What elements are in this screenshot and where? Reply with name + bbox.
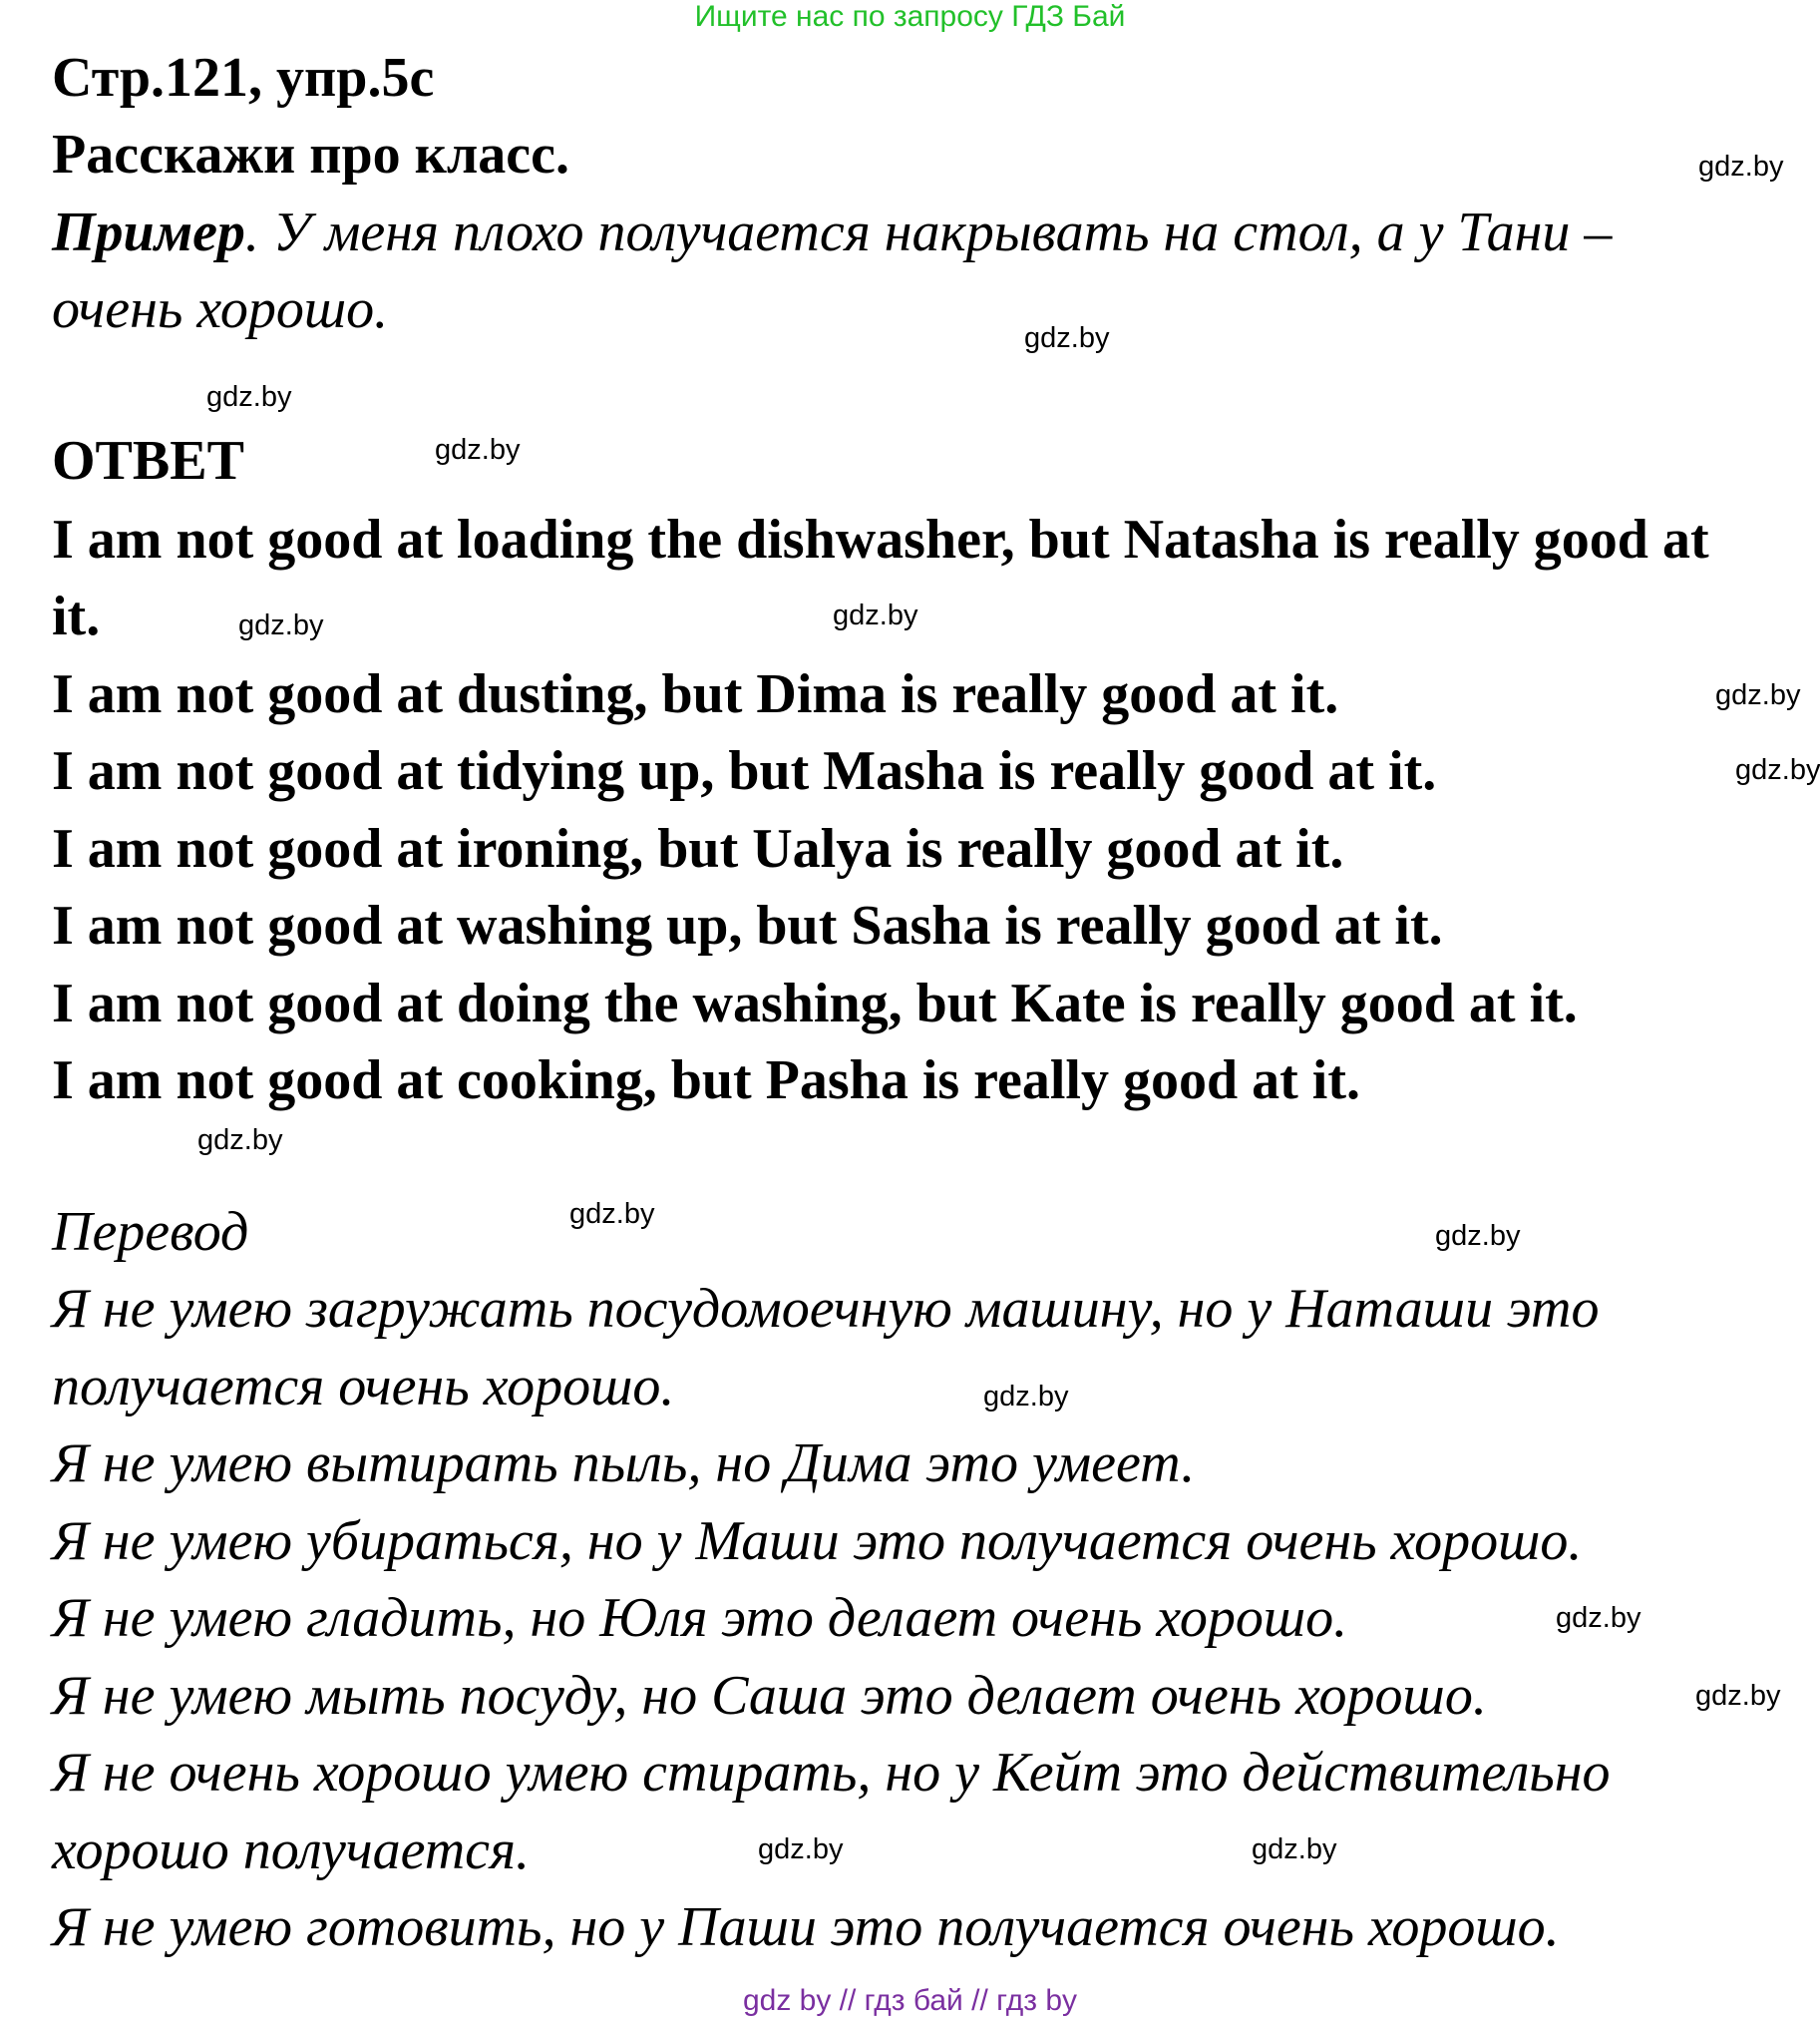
footer-watermark: gdz by // гдз бай // гдз by	[742, 1984, 1078, 2017]
translation-line: Я не очень хорошо умею стирать, но у Кейт это действительно	[52, 1742, 1611, 1804]
watermark: gdz.by	[1435, 1220, 1521, 1252]
translation-line: Я не умею убираться, но у Маши это получается очень хорошо.	[52, 1510, 1583, 1572]
translation-heading: Перевод	[52, 1201, 249, 1263]
answer-heading: ОТВЕТ	[52, 430, 244, 492]
watermark: gdz.by	[435, 434, 521, 466]
watermark: gdz.by	[758, 1833, 844, 1865]
translation-line: Я не умею загружать посудомоечную машину, но у Наташи это	[52, 1278, 1600, 1340]
translation-line: получается очень хорошо.	[52, 1356, 675, 1417]
answer-line: it.	[52, 586, 101, 647]
watermark: gdz.by	[569, 1198, 655, 1230]
example-line-2: очень хорошо.	[52, 278, 389, 340]
example-line-1	[52, 194, 1612, 271]
watermark: gdz.by	[197, 1124, 283, 1156]
task-heading: Расскажи про класс.	[52, 124, 570, 186]
translation-line: Я не умею готовить, но у Паши это получается очень хорошо.	[52, 1896, 1560, 1958]
watermark: gdz.by	[238, 609, 324, 641]
example-label: Пример	[52, 202, 245, 263]
translation-line: Я не умею гладить, но Юля это делает очень хорошо.	[52, 1587, 1348, 1649]
watermark: gdz.by	[1735, 754, 1820, 786]
watermark: gdz.by	[983, 1381, 1069, 1413]
translation-line: хорошо получается.	[52, 1819, 531, 1881]
example-text: . У меня плохо получается накрывать на стол, а у Тани –	[244, 202, 1613, 263]
translation-line: Я не умею вытирать пыль, но Дима это умеет.	[52, 1432, 1196, 1494]
watermark: gdz.by	[206, 381, 292, 413]
answer-line: I am not good at ironing, but Ualya is really good at it.	[52, 818, 1344, 880]
watermark: gdz.by	[1252, 1833, 1337, 1865]
watermark: gdz.by	[1024, 322, 1110, 354]
answer-line: I am not good at cooking, but Pasha is really good at it.	[52, 1049, 1360, 1111]
answer-line: I am not good at dusting, but Dima is really good at it.	[52, 663, 1339, 725]
search-banner: Ищите нас по запросу ГДЗ Бай	[694, 0, 1126, 33]
answer-line: I am not good at washing up, but Sasha is really good at it.	[52, 895, 1443, 957]
watermark: gdz.by	[833, 600, 918, 631]
answer-line: I am not good at doing the washing, but Kate is really good at it.	[52, 973, 1578, 1034]
page-title: Стр.121, упр.5c	[52, 47, 435, 109]
watermark: gdz.by	[1556, 1602, 1641, 1634]
watermark: gdz.by	[1715, 679, 1801, 711]
watermark: gdz.by	[1695, 1680, 1781, 1712]
translation-line: Я не умею мыть посуду, но Саша это делает очень хорошо.	[52, 1665, 1487, 1727]
watermark: gdz.by	[1698, 151, 1784, 183]
answer-line: I am not good at tidying up, but Masha is really good at it.	[52, 740, 1437, 802]
answer-line: I am not good at loading the dishwasher, but Natasha is really good at	[52, 509, 1709, 571]
